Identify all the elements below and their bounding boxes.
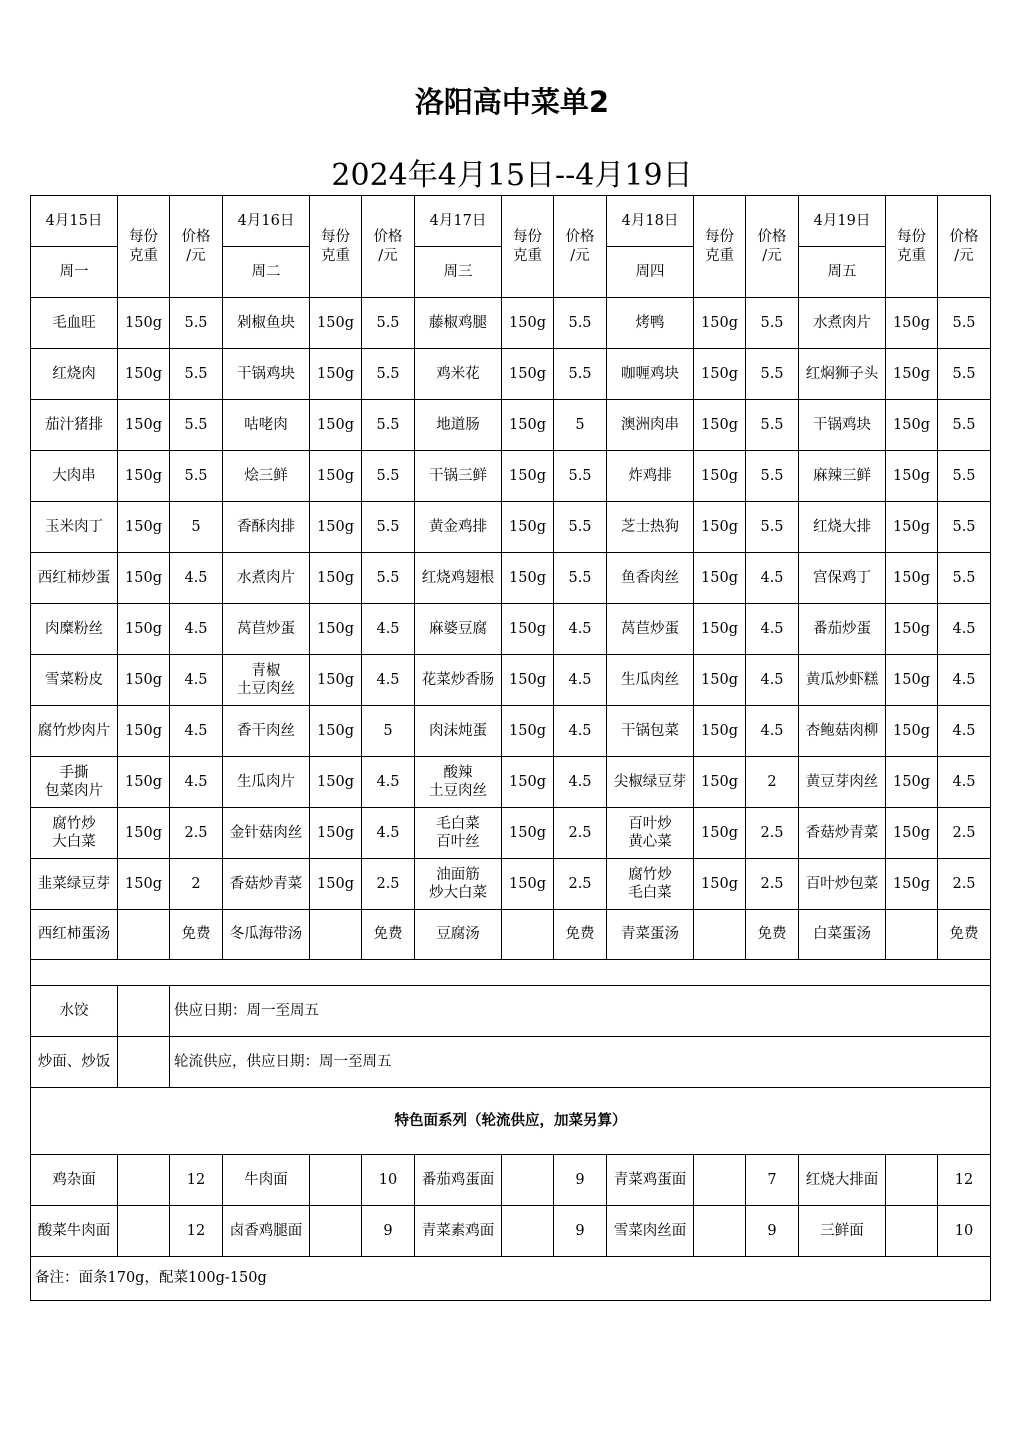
dish-price: 4.5 (746, 604, 799, 655)
soup-row (31, 910, 991, 960)
header-row-dates (31, 196, 991, 247)
dish-weight: 150g (694, 553, 746, 604)
dish-name: 烩三鲜 (223, 451, 310, 502)
dish-weight: 150g (310, 706, 362, 757)
dish-name: 咕咾肉 (223, 400, 310, 451)
dish-price: 4.5 (170, 706, 223, 757)
table-row (31, 757, 991, 808)
dish-weight: 150g (310, 298, 362, 349)
dish-price: 4.5 (554, 604, 607, 655)
dish-name: 鸡米花 (415, 349, 502, 400)
dish-name: 红焖狮子头 (799, 349, 886, 400)
dish-price: 2.5 (938, 859, 991, 910)
extra-name: 炒面、炒饭 (31, 1037, 118, 1088)
dish-name: 红烧鸡翅根 (415, 553, 502, 604)
empty-cell (694, 1155, 746, 1206)
dish-weight: 150g (694, 604, 746, 655)
noodle-price: 9 (554, 1155, 607, 1206)
noodle-name: 红烧大排面 (799, 1155, 886, 1206)
dish-weight: 150g (310, 808, 362, 859)
weight-header: 每份 克重 (694, 196, 746, 298)
table-row (31, 604, 991, 655)
dish-name: 藤椒鸡腿 (415, 298, 502, 349)
dish-weight: 150g (694, 502, 746, 553)
dish-price: 4.5 (938, 706, 991, 757)
dish-weight: 150g (310, 502, 362, 553)
dish-name: 黄金鸡排 (415, 502, 502, 553)
note-row (31, 1257, 991, 1301)
dish-name: 宫保鸡丁 (799, 553, 886, 604)
price-header: 价格 /元 (938, 196, 991, 298)
day-weekday: 周一 (31, 247, 118, 298)
dish-weight: 150g (694, 757, 746, 808)
dish-weight: 150g (886, 502, 938, 553)
dish-name: 红烧肉 (31, 349, 118, 400)
empty-cell (886, 1155, 938, 1206)
dish-weight: 150g (886, 553, 938, 604)
extra-name: 水饺 (31, 986, 118, 1037)
soup-name: 冬瓜海带汤 (223, 910, 310, 960)
soup-name: 白菜蛋汤 (799, 910, 886, 960)
dish-price: 2 (170, 859, 223, 910)
price-header: 价格 /元 (554, 196, 607, 298)
dish-price: 5.5 (170, 349, 223, 400)
dish-name: 金针菇肉丝 (223, 808, 310, 859)
dish-price: 5.5 (938, 502, 991, 553)
table-row (31, 349, 991, 400)
dish-name: 腐竹炒 大白菜 (31, 808, 118, 859)
dish-weight: 150g (502, 553, 554, 604)
spacer-row (31, 960, 991, 986)
day-weekday: 周四 (607, 247, 694, 298)
table-row (31, 400, 991, 451)
dish-price: 4.5 (554, 706, 607, 757)
table-row (31, 502, 991, 553)
empty-cell (502, 1155, 554, 1206)
extra-row (31, 986, 991, 1037)
dish-price: 5.5 (362, 400, 415, 451)
dish-price: 5.5 (170, 451, 223, 502)
soup-price: 免费 (938, 910, 991, 960)
dish-name: 干锅包菜 (607, 706, 694, 757)
menu-table-body (31, 196, 991, 1301)
noodle-name: 卤香鸡腿面 (223, 1206, 310, 1257)
dish-price: 5.5 (746, 298, 799, 349)
dish-name: 芝士热狗 (607, 502, 694, 553)
dish-weight: 150g (694, 451, 746, 502)
dish-price: 5.5 (554, 502, 607, 553)
soup-price: 免费 (746, 910, 799, 960)
dish-price: 5.5 (938, 400, 991, 451)
dish-weight: 150g (118, 451, 170, 502)
price-header: 价格 /元 (170, 196, 223, 298)
table-row (31, 655, 991, 706)
dish-name: 红烧大排 (799, 502, 886, 553)
noodle-name: 青菜鸡蛋面 (607, 1155, 694, 1206)
dish-price: 5.5 (362, 553, 415, 604)
dish-name: 生瓜肉丝 (607, 655, 694, 706)
dish-price: 4.5 (362, 757, 415, 808)
dish-price: 5.5 (938, 349, 991, 400)
dish-name: 莴苣炒蛋 (607, 604, 694, 655)
dish-price: 5.5 (746, 451, 799, 502)
dish-name: 尖椒绿豆芽 (607, 757, 694, 808)
noodle-price: 9 (554, 1206, 607, 1257)
empty-cell (886, 910, 938, 960)
dish-name: 香酥肉排 (223, 502, 310, 553)
noodle-name: 牛肉面 (223, 1155, 310, 1206)
table-row (31, 706, 991, 757)
dish-name: 酸辣 土豆肉丝 (415, 757, 502, 808)
special-title-row (31, 1088, 991, 1155)
dish-price: 4.5 (170, 655, 223, 706)
empty-cell (502, 910, 554, 960)
dish-name: 腐竹炒 毛白菜 (607, 859, 694, 910)
dish-weight: 150g (502, 298, 554, 349)
dish-price: 4.5 (170, 757, 223, 808)
dish-price: 4.5 (362, 808, 415, 859)
dish-name: 韭菜绿豆芽 (31, 859, 118, 910)
dish-weight: 150g (886, 808, 938, 859)
dish-price: 5.5 (170, 400, 223, 451)
day-date: 4月17日 (415, 196, 502, 247)
dish-price: 4.5 (362, 655, 415, 706)
dish-weight: 150g (118, 502, 170, 553)
dish-weight: 150g (310, 604, 362, 655)
dish-weight: 150g (502, 349, 554, 400)
dish-name: 花菜炒香肠 (415, 655, 502, 706)
dish-name: 西红柿炒蛋 (31, 553, 118, 604)
soup-name: 豆腐汤 (415, 910, 502, 960)
dish-name: 麻辣三鲜 (799, 451, 886, 502)
dish-name: 百叶炒包菜 (799, 859, 886, 910)
dish-weight: 150g (118, 400, 170, 451)
dish-weight: 150g (118, 298, 170, 349)
dish-price: 4.5 (938, 604, 991, 655)
dish-name: 毛血旺 (31, 298, 118, 349)
special-row (31, 1206, 991, 1257)
dish-weight: 150g (694, 706, 746, 757)
weight-header: 每份 克重 (886, 196, 938, 298)
dish-name: 玉米肉丁 (31, 502, 118, 553)
dish-name: 水煮肉片 (223, 553, 310, 604)
dish-name: 地道肠 (415, 400, 502, 451)
empty-cell (502, 1206, 554, 1257)
dish-price: 5.5 (362, 451, 415, 502)
noodle-price: 12 (170, 1155, 223, 1206)
empty-cell (694, 1206, 746, 1257)
price-header: 价格 /元 (362, 196, 415, 298)
table-row (31, 808, 991, 859)
dish-name: 水煮肉片 (799, 298, 886, 349)
dish-name: 百叶炒 黄心菜 (607, 808, 694, 859)
dish-weight: 150g (886, 655, 938, 706)
special-title: 特色面系列（轮流供应，加菜另算） (31, 1088, 991, 1155)
table-row (31, 859, 991, 910)
dish-name: 雪菜粉皮 (31, 655, 118, 706)
weight-header: 每份 克重 (310, 196, 362, 298)
dish-name: 鱼香肉丝 (607, 553, 694, 604)
extra-row (31, 1037, 991, 1088)
dish-name: 烤鸭 (607, 298, 694, 349)
empty-cell (118, 1155, 170, 1206)
dish-price: 5.5 (554, 349, 607, 400)
dish-name: 炸鸡排 (607, 451, 694, 502)
dish-weight: 150g (118, 604, 170, 655)
dish-price: 5.5 (554, 553, 607, 604)
dish-price: 2.5 (554, 808, 607, 859)
table-row (31, 451, 991, 502)
dish-name: 油面筋 炒大白菜 (415, 859, 502, 910)
dish-price: 5.5 (554, 451, 607, 502)
dish-weight: 150g (502, 706, 554, 757)
dish-price: 5.5 (170, 298, 223, 349)
dish-price: 4.5 (554, 757, 607, 808)
empty-cell (886, 1206, 938, 1257)
noodle-name: 雪菜肉丝面 (607, 1206, 694, 1257)
noodle-price: 9 (362, 1206, 415, 1257)
dish-price: 2.5 (362, 859, 415, 910)
dish-price: 5 (554, 400, 607, 451)
noodle-price: 10 (938, 1206, 991, 1257)
empty-cell (118, 910, 170, 960)
dish-price: 4.5 (746, 553, 799, 604)
dish-name: 黄瓜炒虾糕 (799, 655, 886, 706)
table-row (31, 298, 991, 349)
dish-name: 咖喱鸡块 (607, 349, 694, 400)
dish-price: 5.5 (938, 451, 991, 502)
noodle-price: 7 (746, 1155, 799, 1206)
dish-weight: 150g (502, 655, 554, 706)
dish-price: 4.5 (938, 757, 991, 808)
dish-name: 干锅三鲜 (415, 451, 502, 502)
dish-price: 2.5 (554, 859, 607, 910)
dish-weight: 150g (886, 757, 938, 808)
dish-weight: 150g (310, 451, 362, 502)
dish-name: 香菇炒青菜 (223, 859, 310, 910)
dish-weight: 150g (502, 400, 554, 451)
dish-name: 大肉串 (31, 451, 118, 502)
noodle-price: 12 (170, 1206, 223, 1257)
noodle-price: 9 (746, 1206, 799, 1257)
dish-weight: 150g (886, 604, 938, 655)
empty-cell (118, 1037, 170, 1088)
dish-weight: 150g (886, 706, 938, 757)
dish-name: 麻婆豆腐 (415, 604, 502, 655)
dish-price: 5.5 (362, 349, 415, 400)
dish-weight: 150g (502, 808, 554, 859)
soup-price: 免费 (362, 910, 415, 960)
dish-name: 杏鲍菇肉柳 (799, 706, 886, 757)
dish-price: 5.5 (746, 400, 799, 451)
dish-weight: 150g (118, 859, 170, 910)
extra-info: 轮流供应，供应日期：周一至周五 (170, 1037, 991, 1088)
dish-weight: 150g (502, 859, 554, 910)
dish-weight: 150g (694, 859, 746, 910)
dish-price: 5.5 (746, 349, 799, 400)
dish-name: 青椒 土豆肉丝 (223, 655, 310, 706)
noodle-name: 酸菜牛肉面 (31, 1206, 118, 1257)
table-row (31, 553, 991, 604)
dish-weight: 150g (886, 859, 938, 910)
dish-weight: 150g (502, 757, 554, 808)
dish-name: 生瓜肉片 (223, 757, 310, 808)
dish-price: 5.5 (746, 502, 799, 553)
soup-name: 青菜蛋汤 (607, 910, 694, 960)
empty-cell (310, 910, 362, 960)
date-range: 2024年4月15日--4月19日 (331, 158, 693, 193)
dish-name: 干锅鸡块 (799, 400, 886, 451)
dish-weight: 150g (886, 349, 938, 400)
dish-weight: 150g (694, 298, 746, 349)
dish-weight: 150g (118, 757, 170, 808)
noodle-name: 三鲜面 (799, 1206, 886, 1257)
dish-name: 腐竹炒肉片 (31, 706, 118, 757)
dish-weight: 150g (118, 553, 170, 604)
dish-price: 4.5 (746, 706, 799, 757)
dish-name: 手撕 包菜肉片 (31, 757, 118, 808)
soup-price: 免费 (554, 910, 607, 960)
dish-price: 4.5 (170, 604, 223, 655)
dish-price: 4.5 (746, 655, 799, 706)
dish-price: 4.5 (170, 553, 223, 604)
day-weekday: 周三 (415, 247, 502, 298)
dish-price: 5.5 (938, 298, 991, 349)
menu-table (30, 195, 991, 1301)
dish-price: 4.5 (554, 655, 607, 706)
dish-weight: 150g (118, 706, 170, 757)
dish-weight: 150g (502, 604, 554, 655)
dish-name: 干锅鸡块 (223, 349, 310, 400)
dish-price: 5 (170, 502, 223, 553)
empty-cell (694, 910, 746, 960)
noodle-name: 番茄鸡蛋面 (415, 1155, 502, 1206)
dish-weight: 150g (118, 349, 170, 400)
dish-weight: 150g (886, 400, 938, 451)
dish-price: 2.5 (170, 808, 223, 859)
dish-price: 2.5 (938, 808, 991, 859)
empty-cell (118, 986, 170, 1037)
dish-weight: 150g (886, 298, 938, 349)
dish-name: 黄豆芽肉丝 (799, 757, 886, 808)
dish-name: 香干肉丝 (223, 706, 310, 757)
empty-cell (310, 1206, 362, 1257)
dish-price: 2.5 (746, 808, 799, 859)
day-weekday: 周二 (223, 247, 310, 298)
dish-weight: 150g (310, 757, 362, 808)
dish-name: 肉糜粉丝 (31, 604, 118, 655)
dish-weight: 150g (886, 451, 938, 502)
noodle-price: 10 (362, 1155, 415, 1206)
special-row (31, 1155, 991, 1206)
dish-weight: 150g (694, 655, 746, 706)
dish-weight: 150g (310, 859, 362, 910)
empty-cell (31, 960, 991, 986)
dish-price: 4.5 (938, 655, 991, 706)
dish-weight: 150g (118, 808, 170, 859)
dish-name: 毛白菜 百叶丝 (415, 808, 502, 859)
day-date: 4月19日 (799, 196, 886, 247)
day-date: 4月16日 (223, 196, 310, 247)
price-header: 价格 /元 (746, 196, 799, 298)
dish-weight: 150g (310, 553, 362, 604)
dish-weight: 150g (502, 451, 554, 502)
dish-name: 莴苣炒蛋 (223, 604, 310, 655)
dish-name: 番茄炒蛋 (799, 604, 886, 655)
dish-price: 5.5 (554, 298, 607, 349)
day-weekday: 周五 (799, 247, 886, 298)
dish-price: 5.5 (362, 502, 415, 553)
weight-header: 每份 克重 (502, 196, 554, 298)
dish-weight: 150g (502, 502, 554, 553)
dish-weight: 150g (310, 655, 362, 706)
dish-weight: 150g (310, 349, 362, 400)
dish-weight: 150g (310, 400, 362, 451)
soup-price: 免费 (170, 910, 223, 960)
dish-price: 4.5 (362, 604, 415, 655)
dish-name: 澳洲肉串 (607, 400, 694, 451)
soup-name: 西红柿蛋汤 (31, 910, 118, 960)
dish-price: 5.5 (938, 553, 991, 604)
empty-cell (118, 1206, 170, 1257)
dish-name: 剁椒鱼块 (223, 298, 310, 349)
noodle-name: 青菜素鸡面 (415, 1206, 502, 1257)
day-date: 4月15日 (31, 196, 118, 247)
dish-weight: 150g (694, 400, 746, 451)
noodle-name: 鸡杂面 (31, 1155, 118, 1206)
noodle-price: 12 (938, 1155, 991, 1206)
page-title: 洛阳高中菜单2 (414, 85, 610, 119)
extra-info: 供应日期：周一至周五 (170, 986, 991, 1037)
dish-weight: 150g (694, 349, 746, 400)
note-text: 备注：面条170g，配菜100g-150g (31, 1257, 991, 1301)
day-date: 4月18日 (607, 196, 694, 247)
dish-price: 2 (746, 757, 799, 808)
dish-weight: 150g (118, 655, 170, 706)
dish-name: 香菇炒青菜 (799, 808, 886, 859)
dish-name: 肉沫炖蛋 (415, 706, 502, 757)
empty-cell (310, 1155, 362, 1206)
dish-price: 5.5 (362, 298, 415, 349)
dish-price: 2.5 (746, 859, 799, 910)
dish-weight: 150g (694, 808, 746, 859)
dish-price: 5 (362, 706, 415, 757)
dish-name: 茄汁猪排 (31, 400, 118, 451)
weight-header: 每份 克重 (118, 196, 170, 298)
